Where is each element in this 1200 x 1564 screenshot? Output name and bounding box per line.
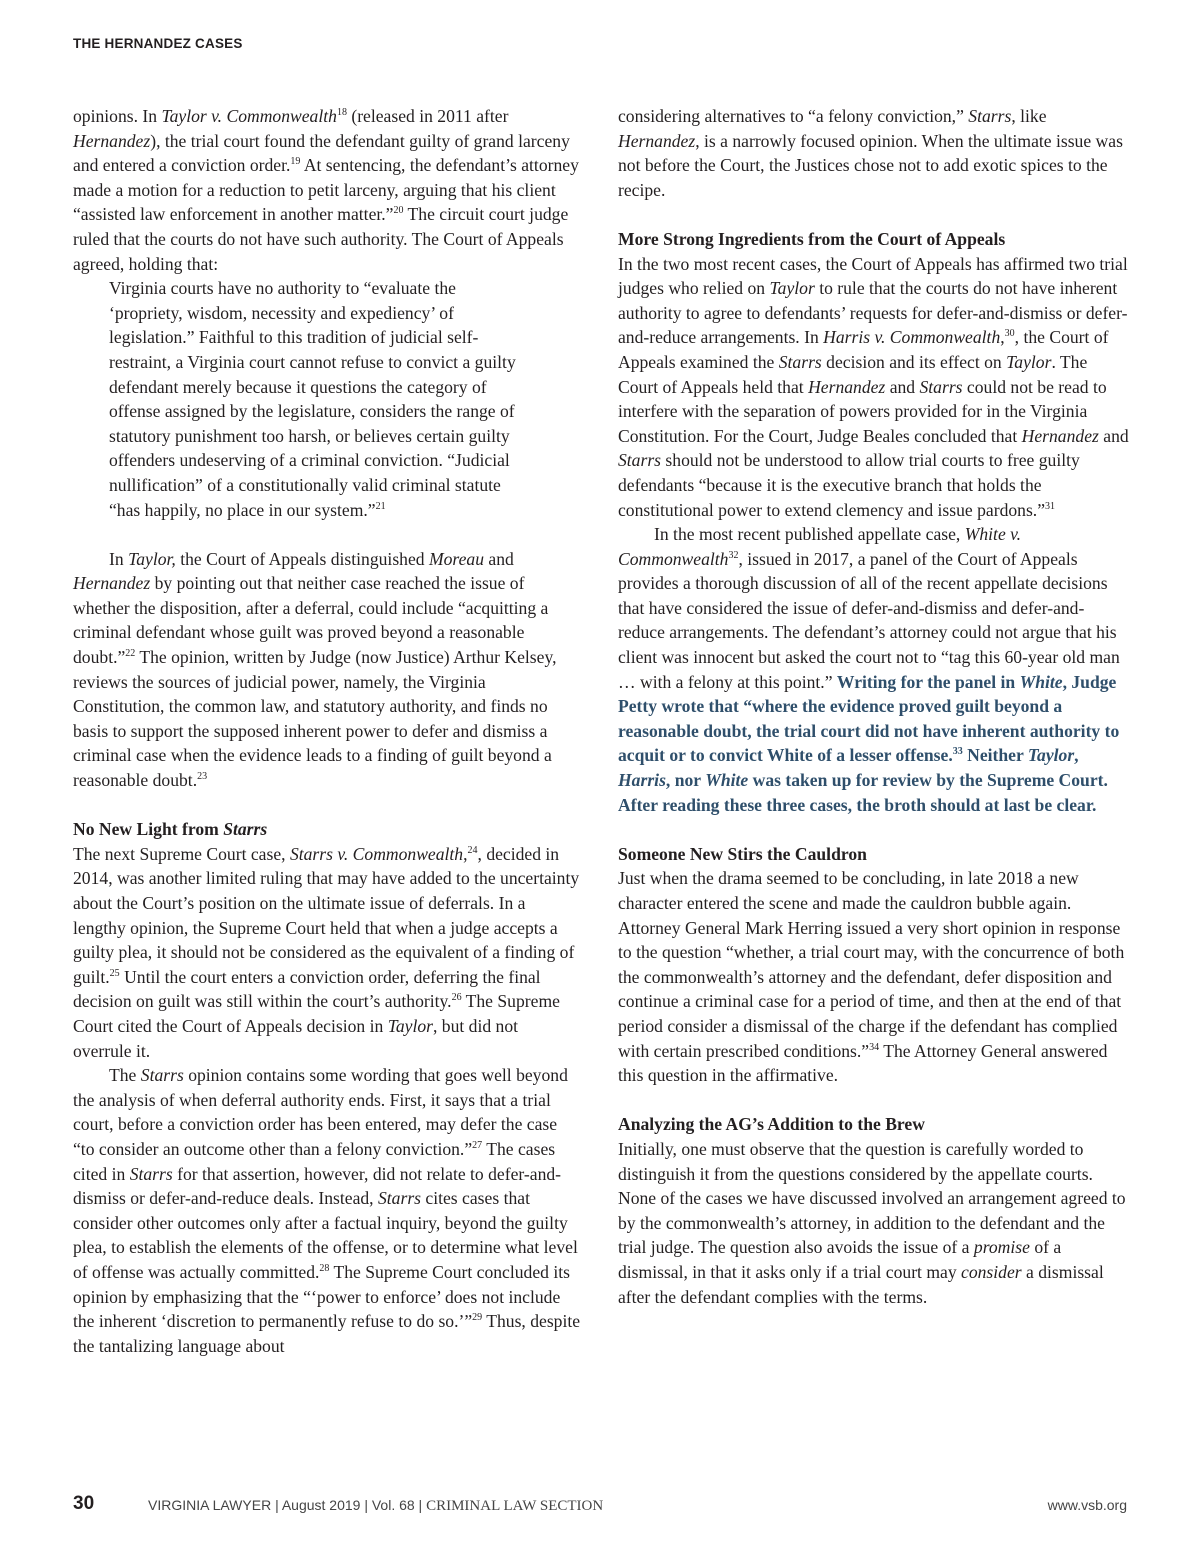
pull-quote: Writing for the panel in White, Judge Petty wrote that “where the evidence proved guilt beyond a reasonable doubt, the trial court did not have inherent authority to acquit or to convict White of a lesser offense.$^{33}$ Neither Taylor, Harris, nor White was taken up for review by the Supreme Court. After reading these three cases, the broth should at last be clear. [618,671,1120,815]
footnote-ref: 19 [290,156,301,168]
section-label: CRIMINAL LAW SECTION [426,1498,604,1514]
section-heading: Analyzing the AG’s Addition to the Brew [618,1114,925,1135]
section-heading: More Strong Ingredients from the Court of Appeals [618,228,1006,249]
left-column [73,104,581,1358]
paragraph: Initially, one must observe that the question is carefully worded to distinguish it from the questions considered by the appellate courts. None of the cases we have discussed involved an arrangement agreed to by the commonwealth’s attorney, in addition to the defendant and the trial judge. The question also avoids the issue of a promise of a dismissal, in that it asks only if a trial court may consider a dismissal after the defendant complies with the terms. [618,1138,1126,1307]
block-quote: Virginia courts have no authority to “evaluate the ‘propriety, wisdom, necessity and expediency’ of legislation.” Faithful to this tradition of judicial self-restraint, a Virginia court cannot refuse to convict a guilty defendant merely because it questions the category of offense assigned by the legislature, considers the range of statutory punishment too harsh, or believes certain guilty offenders undeserving of a criminal conviction. “Judicial nullification” of a constitutionally valid criminal statute “has happily, no place in our system.”$^{21}$ [109,278,516,520]
paragraph: Just when the drama seemed to be concluding, in late 2018 a new character entered the scene and made the cauldron bubble again. Attorney General Mark Herring issued a very short opinion in response to the question “whether, a trial court may, with the concurrence of both the commonwealth’s attorney and the defendant, defer disposition and continue a criminal case for a period of time, and then at the end of that period consider a dismissal of the charge if the defendant has complied with certain prescribed conditions.”$^{34}$ The Attorney General answered this question in the affirmative. [618,868,1125,1086]
case-name: Starrs [618,450,662,471]
footnote-ref: 27 [472,1140,483,1152]
case-name: Starrs [129,1163,173,1184]
case-name: Taylor, [128,548,176,569]
right-column [618,104,1130,1309]
section-heading: No New Light from Starrs [73,819,268,840]
case-name: Starrs [377,1188,422,1209]
footnote-ref: 29 [472,1312,483,1324]
paragraph: In the two most recent cases, the Court of Appeals has affirmed two trial judges who relied on Taylor to rule that the courts do not have inherent authority to agree to defendants’ requests for defer-and-dismiss or defer-and-reduce arrangements. In Harris v. Commonwealth,$^{30}$, the Court of Appeals examined the Starrs decision and its effect on Taylor. The Court of Appeals held that Hernandez and Starrs could not be read to interfere with the separation of powers provided for in the Virginia Constitution. For the Court, Judge Beales concluded that Hernandez and Starrs should not be understood to allow trial courts to free guilty defendants “because it is the executive branch that holds the constitutional power to extend clemency and issue pardons.”$^{31}$ [618,253,1129,520]
page-number: 30 [73,1493,95,1514]
case-name: Starrs v. Commonwealth [289,843,464,864]
footnote-ref: 34 [869,1041,880,1053]
footnote-ref: 30 [1004,328,1015,340]
section-heading: Someone New Stirs the Cauldron [618,843,867,864]
case-name: Hernandez [73,573,151,594]
paragraph: considering alternatives to “a felony conviction,” Starrs, like Hernandez, is a narrowly focused opinion. When the ultimate issue was not before the Court, the Justices chose not to add exotic spices to the recipe. [618,106,1123,200]
case-name: Harris v. Commonwealth [823,327,1001,348]
footnote-ref: 24 [467,844,478,856]
footnote-ref: 23 [197,771,208,783]
case-name: White v. Commonwealth [618,524,1022,569]
case-name: Taylor [387,1015,433,1036]
footnote-ref: 32 [728,549,739,561]
case-name: Moreau [428,548,485,569]
footnote-ref: 20 [393,205,404,217]
page-footer [0,1493,1200,1517]
case-name: Starrs [968,106,1012,126]
footnote-ref: 31 [1045,500,1056,512]
footnote-ref: 26 [451,992,462,1004]
case-name: Hernandez [618,130,696,151]
paragraph: The next Supreme Court case, Starrs v. Commonwealth,$^{24}$, decided in 2014, was another limited ruling that may have added to the uncertainty about the Court’s position on the ultimate issue of deferrals. In a lengthy opinion, the Supreme Court held that when a judge accepts a guilty plea, it should not be considered as the equivalent of a finding of guilt.$^{25}$ Until the court enters a conviction order, deferring the final decision on guilt was still within the court’s authority.$^{26}$ The Supreme Court cited the Court of Appeals decision in Taylor, but did not overrule it. [73,843,580,1061]
case-name: Taylor [769,278,815,299]
paragraph: The Starrs opinion contains some wording that goes well beyond the analysis of when deferral authority ends. First, it says that a trial court, before a conviction order has been entered, may defer the case “to consider an outcome other than a felony conviction.”$^{27}$ The cases cited in Starrs for that assertion, however, did not relate to defer-and-dismiss or defer-and-reduce deals. Instead, Starrs cites cases that consider other outcomes only after a factual inquiry, beyond the guilty plea, to establish the elements of the offense, or to determine what level of offense was actually committed.$^{28}$ The Supreme Court concluded its opinion by emphasizing that the “‘power to enforce’ does not include the inherent ‘discretion to permanently refuse to do so.’”$^{29}$ Thus, despite the tantalizing language about [73,1065,581,1356]
case-name: Taylor v. Commonwealth [161,106,337,126]
case-name: Starrs [919,376,963,397]
footnote-ref: 25 [109,967,120,979]
magazine-masthead: VIRGINIA LAWYER | August 2019 | Vol. 68 | CRIMINAL LAW SECTION [148,1497,604,1514]
case-name: Hernandez [1021,425,1099,446]
footnote-ref: 22 [125,648,136,660]
running-head: THE HERNANDEZ CASES [73,36,243,51]
footnote-ref: 33 [952,746,963,758]
website-link[interactable]: www.vsb.org [1047,1497,1127,1513]
footnote-ref: 28 [319,1263,330,1275]
footnote-ref: 18 [336,107,347,119]
case-name: Taylor [1006,351,1052,372]
case-name: Starrs [778,351,822,372]
case-name: Starrs [140,1065,184,1086]
footnote-ref: 21 [375,500,386,512]
paragraph: opinions. In Taylor v. Commonwealth$^{18}$ (released in 2011 after Hernandez), the trial court found the defendant guilty of grand larceny and entered a conviction order.$^{19}$ At sentencing, the defendant’s attorney made a motion for a reduction to petit larceny, arguing that his client “assisted law enforcement in another matter.”$^{20}$ The circuit court judge ruled that the courts do not have such authority. The Court of Appeals agreed, holding that: [73,106,579,274]
case-name: Hernandez [73,130,151,151]
paragraph: In Taylor, the Court of Appeals distinguished Moreau and Hernandez by pointing out that neither case reached the issue of whether the disposition, after a deferral, could include “acquitting a criminal defendant whose guilt was proved beyond a reasonable doubt.”$^{22}$ The opinion, written by Judge (now Justice) Arthur Kelsey, reviews the sources of judicial power, namely, the Virginia Constitution, the common law, and statutory authority, and finds no basis to support the supposed inherent power to defer and dismiss a criminal case when the evidence leads to a finding of guilt beyond a reasonable doubt.$^{23}$ [73,548,557,791]
paragraph: In the most recent published appellate case, White v. Commonwealth$^{32}$, issued in 2017, a panel of the Court of Appeals provides a thorough discussion of all of the recent appellate decisions that have considered the issue of defer-and-dismiss and defer-and-reduce arrangements. The defendant’s attorney could not argue that his client was innocent but asked the court not to “tag this 60-year old man … with a felony at this point.” Writing for the panel in White, Judge Petty wrote that “where the evidence proved guilt beyond a reasonable doubt, the trial court did not have inherent authority to acquit or to convict White of a lesser offense.$^{33}$ Neither Taylor, Harris, nor White was taken up for review by the Supreme Court. After reading these three cases, the broth should at last be clear. [618,524,1120,815]
case-name: Hernandez [808,376,886,397]
